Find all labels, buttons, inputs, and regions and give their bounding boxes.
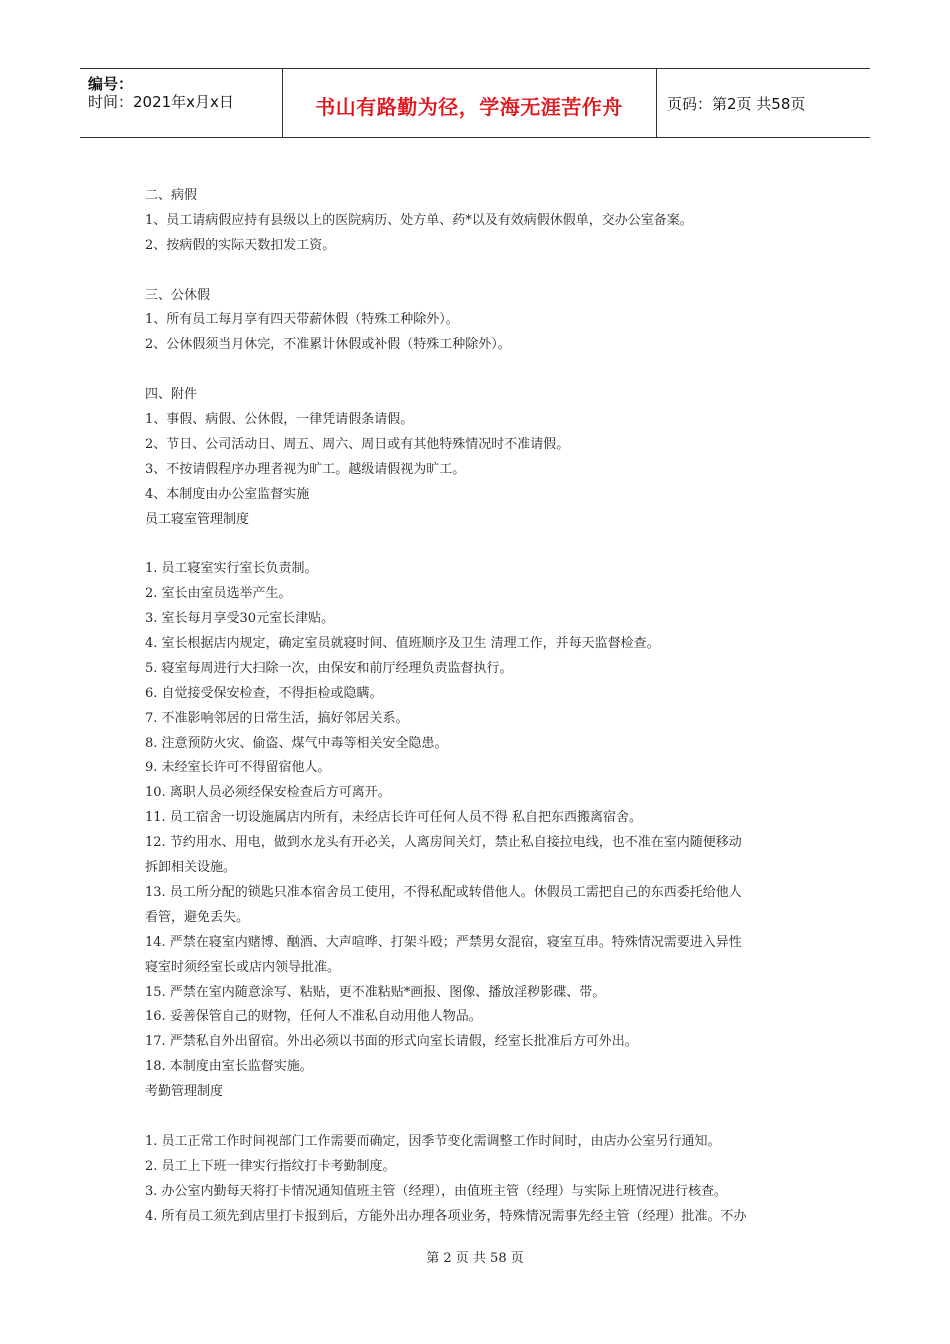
header-motto: 书山有路勤为径，学海无涯苦作舟 bbox=[315, 95, 623, 119]
text-line: 3、不按请假程序办理者视为旷工。越级请假视为旷工。 bbox=[145, 461, 466, 477]
text-line: 5. 寝室每周进行大扫除一次，由保安和前厅经理负责监督执行。 bbox=[145, 660, 513, 676]
text-line: 16. 妥善保管自己的财物，任何人不准私自动用他人物品。 bbox=[145, 1009, 482, 1025]
text-line: 3. 办公室内勤每天将打卡情况通知值班主管（经理），由值班主管（经理）与实际上班情况进行核查。 bbox=[145, 1183, 728, 1199]
text-line: 四、附件 bbox=[145, 387, 198, 403]
page-header bbox=[80, 68, 870, 138]
text-line: 1. 员工正常工作时间视部门工作需要而确定，因季节变化需调整工作时间时，由店办公室另行通知。 bbox=[145, 1133, 721, 1149]
blank-line bbox=[145, 532, 825, 557]
text-line: 4. 所有员工须先到店里打卡报到后，方能外出办理各项业务，特殊情况需事先经主管（经理）批准。不办 bbox=[145, 1208, 747, 1224]
text-line: 2. 员工上下班一律实行指纹打卡考勤制度。 bbox=[145, 1158, 396, 1174]
document-date: 时间：2021年x月x日 bbox=[88, 93, 234, 111]
text-line: 6. 自觉接受保安检查，不得拒检或隐瞒。 bbox=[145, 685, 383, 701]
text-line: 看管，避免丢失。 bbox=[145, 909, 250, 925]
header-right-cell bbox=[657, 69, 870, 137]
header-page-number: 页码：第2页 共58页 bbox=[667, 95, 806, 113]
text-line: 1、员工请病假应持有县级以上的医院病历、处方单、药*以及有效病假休假单，交办公室备案。 bbox=[145, 212, 693, 228]
text-line: 14. 严禁在寝室内赌博、酗酒、大声喧哗、打架斗殴；严禁男女混宿，寝室互串。特殊情况需要进入异性 bbox=[145, 934, 742, 950]
text-line: 11. 员工宿舍一切设施属店内所有，未经店长许可任何人员不得 私自把东西搬离宿舍。 bbox=[145, 810, 642, 826]
text-line: 二、病假 bbox=[145, 188, 198, 203]
text-line: 18. 本制度由室长监督实施。 bbox=[145, 1059, 313, 1075]
document-number: 编号： bbox=[88, 75, 134, 93]
text-line: 员工寝室管理制度 bbox=[145, 511, 250, 527]
text-line: 4、本制度由办公室监督实施 bbox=[145, 486, 310, 502]
page-footer: 第 2 页 共 58 页 bbox=[426, 1251, 524, 1266]
header-center-cell bbox=[282, 69, 657, 137]
text-line: 7. 不准影响邻居的日常生活，搞好邻居关系。 bbox=[145, 710, 409, 726]
blank-line bbox=[145, 259, 825, 284]
text-line: 拆卸相关设施。 bbox=[145, 860, 237, 876]
text-line: 1、事假、病假、公休假，一律凭请假条请假。 bbox=[145, 412, 414, 428]
text-line: 8. 注意预防火灾、偷盗、煤气中毒等相关安全隐患。 bbox=[145, 735, 448, 751]
text-line: 1. 员工寝室实行室长负责制。 bbox=[145, 561, 318, 577]
blank-line bbox=[145, 358, 825, 383]
text-line: 考勤管理制度 bbox=[145, 1084, 224, 1100]
header-left-cell bbox=[80, 69, 283, 137]
text-line: 17. 严禁私自外出留宿。外出必须以书面的形式向室长请假，经室长批准后方可外出。 bbox=[145, 1034, 638, 1050]
text-line: 12. 节约用水、用电，做到水龙头有开必关，人离房间关灯，禁止私自接拉电线，也不准在室内随便移动 bbox=[145, 835, 742, 851]
text-line: 3. 室长每月享受30元室长津贴。 bbox=[145, 611, 335, 627]
text-line: 2、节日、公司活动日、周五、周六、周日或有其他特殊情况时不准请假。 bbox=[145, 436, 570, 452]
text-line: 2. 室长由室员选举产生。 bbox=[145, 586, 292, 602]
text-line: 13. 员工所分配的锁匙只准本宿舍员工使用，不得私配或转借他人。休假员工需把自己的东西委托给他人 bbox=[145, 884, 742, 900]
text-line: 寝室时须经室长或店内领导批准。 bbox=[145, 959, 341, 975]
text-line: 4. 室长根据店内规定，确定室员就寝时间、值班顺序及卫生 清理工作，并每天监督检查。 bbox=[145, 636, 660, 652]
text-line: 1、所有员工每月享有四天带薪休假（特殊工种除外）。 bbox=[145, 312, 459, 328]
text-line: 三、公休假 bbox=[145, 287, 211, 303]
text-line: 10. 离职人员必须经保安检查后方可离开。 bbox=[145, 785, 391, 801]
text-line: 9. 未经室长许可不得留宿他人。 bbox=[145, 760, 331, 776]
text-line: 2、按病假的实际天数扣发工资。 bbox=[145, 237, 336, 253]
document-body bbox=[145, 184, 825, 1229]
text-line: 2、公休假须当月休完，不准累计休假或补假（特殊工种除外）。 bbox=[145, 337, 511, 353]
text-line: 15. 严禁在室内随意涂写、粘贴，更不准粘贴*画报、图像、播放淫秽影碟、带。 bbox=[145, 984, 606, 1000]
blank-line bbox=[145, 1105, 825, 1130]
